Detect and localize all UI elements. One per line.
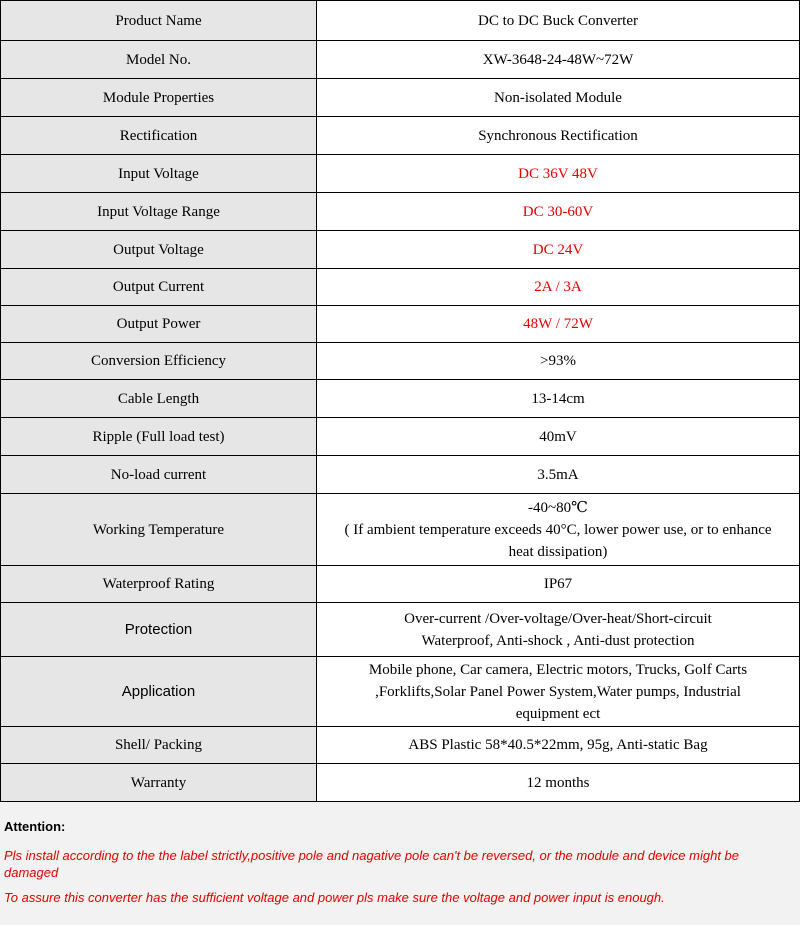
table-row — [1, 155, 800, 193]
row-value-model-no — [317, 41, 800, 79]
row-value-application — [317, 657, 800, 727]
table-row — [1, 566, 800, 603]
row-value-conversion-efficiency — [317, 343, 800, 380]
value-line: Over-current /Over-voltage/Over-heat/Short-circuit — [404, 610, 712, 627]
row-value-output-power — [317, 306, 800, 343]
value-line: equipment ect — [515, 705, 601, 722]
row-label-no-load-current: No-load current — [1, 456, 317, 494]
value-line: XW-3648-24-48W~72W — [482, 51, 634, 68]
value-line: 3.5mA — [537, 466, 579, 483]
row-value-module-properties — [317, 79, 800, 117]
table-row — [1, 494, 800, 566]
value-line: DC 24V — [532, 241, 584, 258]
attention-title: Attention: — [4, 819, 66, 834]
table-row — [1, 456, 800, 494]
row-label-module-properties: Module Properties — [1, 79, 317, 117]
row-label-input-voltage-range: Input Voltage Range — [1, 193, 317, 231]
table-row — [1, 727, 800, 764]
table-row — [1, 193, 800, 231]
value-line: DC 36V 48V — [518, 165, 598, 182]
row-value-ripple — [317, 418, 800, 456]
row-value-output-voltage — [317, 231, 800, 269]
row-label-conversion-efficiency: Conversion Efficiency — [1, 343, 317, 380]
row-value-input-voltage-range — [317, 193, 800, 231]
row-label-output-power: Output Power — [1, 306, 317, 343]
row-value-working-temperature — [317, 494, 800, 566]
row-label-input-voltage: Input Voltage — [1, 155, 317, 193]
row-label-shell-packing: Shell/ Packing — [1, 727, 317, 764]
value-line: ,Forklifts,Solar Panel Power System,Water pumps, Industrial — [375, 683, 741, 700]
value-line: >93% — [540, 353, 576, 369]
value-line: ABS Plastic 58*40.5*22mm, 95g, Anti-static Bag — [408, 737, 708, 753]
value-line: DC 30-60V — [522, 203, 594, 220]
table-row — [1, 231, 800, 269]
row-value-protection — [317, 603, 800, 657]
value-line: Non-isolated Module — [494, 89, 622, 106]
row-value-cable-length — [317, 380, 800, 418]
row-label-cable-length: Cable Length — [1, 380, 317, 418]
row-value-waterproof-rating — [317, 566, 800, 603]
value-line: 12 months — [526, 774, 590, 791]
value-line: 13-14cm — [531, 390, 585, 407]
table-row — [1, 380, 800, 418]
row-label-working-temperature: Working Temperature — [1, 494, 317, 566]
table-row — [1, 79, 800, 117]
value-line: 40mV — [539, 428, 577, 445]
row-label-protection: Protection — [1, 603, 317, 657]
value-line: Waterproof, Anti-shock , Anti-dust protection — [421, 632, 695, 649]
row-label-rectification: Rectification — [1, 117, 317, 155]
attention-note-power-input: To assure this converter has the sufficient voltage and power pls make sure the voltage and power input is enough. — [4, 890, 665, 905]
value-line: IP67 — [543, 576, 573, 592]
table-row — [1, 1, 800, 41]
row-label-product-name: Product Name — [1, 1, 317, 41]
row-label-warranty: Warranty — [1, 764, 317, 802]
row-label-ripple: Ripple (Full load test) — [1, 418, 317, 456]
value-line: heat dissipation) — [508, 543, 608, 560]
table-row — [1, 657, 800, 727]
table-row — [1, 306, 800, 343]
table-row — [1, 764, 800, 802]
row-value-rectification — [317, 117, 800, 155]
row-value-no-load-current — [317, 456, 800, 494]
value-line: DC to DC Buck Converter — [478, 12, 638, 29]
table-row — [1, 603, 800, 657]
table-row — [1, 269, 800, 306]
table-row — [1, 117, 800, 155]
row-value-warranty — [317, 764, 800, 802]
table-row — [1, 41, 800, 79]
row-label-model-no: Model No. — [1, 41, 317, 79]
value-line: -40~80℃ — [528, 499, 588, 516]
value-line: 48W / 72W — [523, 316, 593, 332]
attention-note-polarity: Pls install according to the the label strictly,positive pole and nagative pole can't be reversed, or the module and device might be damaged — [4, 848, 740, 880]
row-label-output-voltage: Output Voltage — [1, 231, 317, 269]
row-label-waterproof-rating: Waterproof Rating — [1, 566, 317, 603]
table-row — [1, 418, 800, 456]
table-row — [1, 343, 800, 380]
attention-section — [4, 818, 794, 914]
row-value-input-voltage — [317, 155, 800, 193]
row-value-output-current — [317, 269, 800, 306]
value-line: Mobile phone, Car camera, Electric motors, Trucks, Golf Carts — [368, 661, 748, 678]
value-line: ( If ambient temperature exceeds 40°C, lower power use, or to enhance — [344, 521, 772, 538]
value-line: 2A / 3A — [534, 279, 582, 295]
row-label-output-current: Output Current — [1, 269, 317, 306]
row-value-product-name — [317, 1, 800, 41]
row-label-application: Application — [1, 657, 317, 727]
value-line: Synchronous Rectification — [478, 127, 638, 144]
row-value-shell-packing — [317, 727, 800, 764]
